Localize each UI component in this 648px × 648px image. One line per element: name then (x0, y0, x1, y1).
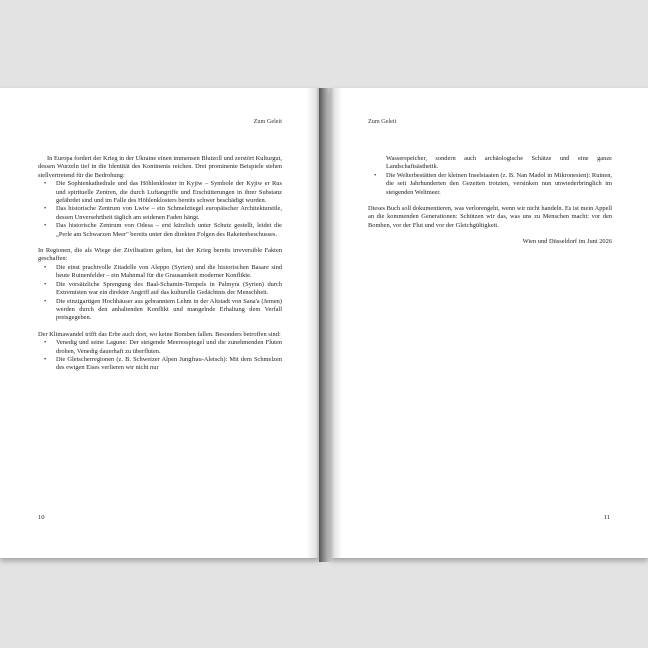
list-climate-sites (38, 339, 282, 373)
open-book (0, 88, 648, 562)
list-item: • Die Sophienkathedrale und das Höhlenkloster in Kyjiw – Symbole der Kyjiw er Rus und spirituelle Zentren, die durch Luftangriffe und Erschütterungen in ihrer Substanz gefährdet sind und im Falle des Höhlenklosters bereits schwer beschädigt wurden. (38, 180, 282, 205)
list-item: • Die einst prachtvolle Zitadelle von Aleppo (Syrien) und die historischen Basare sind heute Ruinenfelder – ein Mahnmal für die Grausamkeit moderner Konflikte. (38, 264, 282, 281)
list-item: • Die Welterbestätten der kleinen Inselstaaten (z. B. Nan Madol in Mikronesien): Ruinen, die seit Jahrhunderten den Gezeiten trotzten, versinken nun unwiederbringlich im steigenden Weltmeer. (368, 172, 612, 197)
list-europe-sites (38, 180, 282, 239)
list-item-continuation: Wasserspeicher, sondern auch archäologische Schätze und eine ganze Landschaftsästhetik. (386, 155, 612, 171)
intro-paragraph-climate: Der Klimawandel trifft das Erbe auch dort, wo keine Bomben fallen. Besonders betroffen sind: (38, 330, 281, 338)
list-item: • Die Gletscherregionen (z. B. Schweizer Alpen Jungfrau-Aletsch): Mit dem Schmelzen des ewigen Eises verlieren wir nicht nur (38, 356, 282, 373)
left-page-gutter-shadow (306, 88, 320, 558)
left-page-number: 10 (38, 514, 45, 521)
right-page-number: 11 (603, 514, 610, 521)
right-page-gutter-shadow (330, 88, 342, 558)
left-running-head: Zum Geleit (253, 118, 282, 125)
right-running-head: Zum Geleit (368, 118, 397, 125)
left-page-text (38, 155, 282, 373)
intro-paragraph-cradle: In Regionen, die als Wiege der Zivilisation gelten, hat der Krieg bereits irreversible Fakten geschaffen: (38, 247, 282, 263)
list-item: • Das historische Zentrum von Lwiw – ein Schmelztiegel europäischer Architekturstile, dessen Unversehrtheit täglich am seidenen Faden hängt. (38, 205, 282, 222)
list-item: • Die vorsätzliche Sprengung des Baal-Schamin-Tempels in Palmyra (Syrien) durch Extremisten war ein direkter Angriff auf das kulturelle Gedächtnis der Menschheit. (38, 281, 282, 298)
list-item: • Das historische Zentrum von Odesa – erst kürzlich unter Schutz gestellt, leidet die „Perle am Schwarzen Meer" bereits unter den direkten Folgen des Raketenbeschusses. (38, 222, 282, 239)
list-middle-east-sites (38, 264, 282, 323)
list-item: • Die einzigartigen Hochhäuser aus gebranntem Lehm in der Altstadt von Sana'a (Jemen) werden durch den anhaltenden Konflikt und mangelnde Erhaltung dem Verfall preisgegeben. (38, 298, 282, 323)
right-page-text (368, 155, 612, 247)
left-page (0, 88, 320, 558)
signature-line: Wien und Düsseldorf im Juni 2026 (522, 238, 612, 246)
intro-paragraph-war: In Europa fordert der Krieg in der Ukraine einen immensen Blutzoll und zerstört Kulturgut, dessen Wurzeln tief in die Identität des Kontinents reichen. Drei prominente Beispiele stehen stellvertretend für die Bedrohung: (38, 155, 282, 179)
closing-paragraph: Dieses Buch soll dokumentieren, was verlorengeht, wenn wir nicht handeln. Es ist mein Appell an die kommenden Generationen: Schützen wir das, was uns zu Menschen macht: vor den Bomben, vor der Flut und vor der Gleichgültigkeit. (368, 205, 612, 229)
right-page (330, 88, 648, 558)
list-item: • Venedig und seine Lagune: Der steigende Meeresspiegel und die zunehmenden Fluten drohen, Venedig dauerhaft zu überfluten. (38, 339, 282, 356)
list-island-sites (368, 172, 612, 197)
